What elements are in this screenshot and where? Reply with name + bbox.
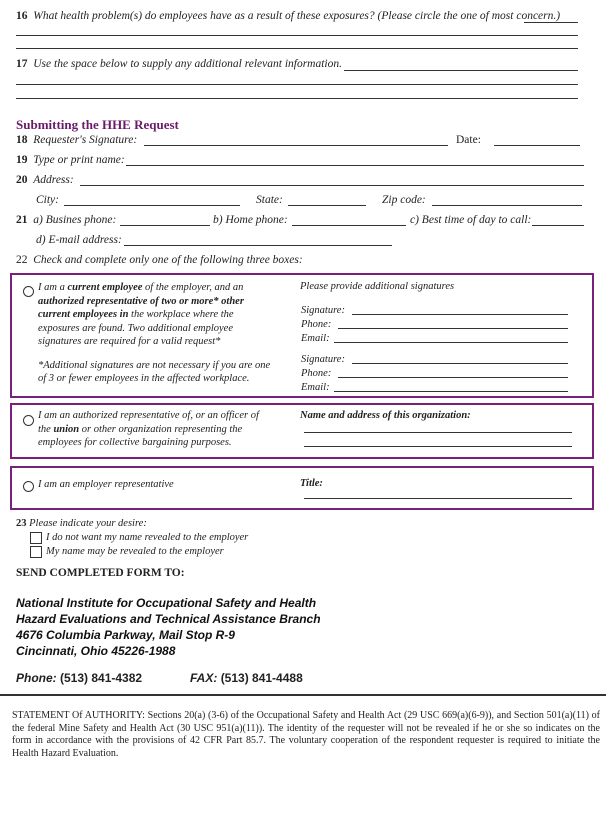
union-option-radio[interactable] bbox=[23, 415, 34, 426]
fax-number: (513) 841-4488 bbox=[220, 671, 303, 685]
question-23: 23 Please indicate your desire: bbox=[16, 518, 147, 529]
signature-label: Signature: bbox=[301, 354, 345, 365]
email-label: Email: bbox=[301, 382, 330, 393]
additional-signatures-title: Please provide additional signatures bbox=[300, 281, 455, 292]
question-17-text: Use the space below to supply any additional relevant information. bbox=[33, 58, 343, 70]
employer-option-text: I am an employer representative bbox=[38, 479, 174, 490]
mailing-address: National Institute for Occupational Safety and Health Hazard Evaluations and Technical Assistance Branch 4676 Columbia Parkway, Mail Stop R-9 Cincinnati, Ohio 45226-1988 bbox=[16, 596, 321, 658]
print-name-label: Type or print name: bbox=[33, 154, 125, 166]
organization-field[interactable] bbox=[304, 432, 572, 433]
question-20: 20 Address: bbox=[16, 174, 74, 186]
fax-label: FAX: bbox=[190, 671, 218, 685]
question-22-text: Check and complete only one of the following three boxes: bbox=[33, 254, 303, 266]
home-phone-label: b) Home phone: bbox=[213, 214, 288, 226]
additional-signature-field[interactable] bbox=[352, 363, 568, 364]
city-label: City: bbox=[36, 194, 59, 206]
question-17: 17 Use the space below to supply any additional relevant information. bbox=[16, 58, 343, 70]
address-label: Address: bbox=[33, 174, 74, 186]
employee-option-text: I am a current employee of the employer, and an authorized representative of two or more* other current employees in the workplace where the exposures are found. Two additional employee signatures are required for a valid request* *Additional signatures are not necessary if you are one of 3 or fewer employees in the affected workplace. bbox=[38, 282, 271, 384]
q17-answer-line[interactable] bbox=[344, 70, 578, 71]
statement-of-authority: STATEMENT Of AUTHORITY: Sections 20(a) (3-6) of the Occupational Safety and Health Act (29 USC 669(a)(6-9)), and Section 501(a)(11) of the federal Mine Safety and Health Act (30 USC 951(a)(11)). The identity of the requester will not be revealed if he or she so indicates on the form in accordance with the provisions of 42 CFR Part 85.7. The voluntary cooperation of the respondent requester is required to initiate the Health Hazard Evaluation. bbox=[12, 710, 600, 759]
best-time-label: c) Best time of day to call: bbox=[410, 214, 532, 226]
employer-option-radio[interactable] bbox=[23, 481, 34, 492]
additional-phone-field[interactable] bbox=[338, 377, 568, 378]
question-21: 21 a) Busines phone: bbox=[16, 214, 117, 226]
additional-signature-field[interactable] bbox=[352, 314, 568, 315]
date-label: Date: bbox=[456, 134, 481, 146]
email-label: Email: bbox=[301, 333, 330, 344]
requester-signature-field[interactable] bbox=[144, 145, 448, 146]
city-field[interactable] bbox=[64, 205, 240, 206]
print-name-field[interactable] bbox=[126, 165, 584, 166]
question-19: 19 Type or print name: bbox=[16, 154, 125, 166]
email-field[interactable] bbox=[124, 245, 392, 246]
requester-signature-label: Requester's Signature: bbox=[33, 134, 138, 146]
section-title: Submitting the HHE Request bbox=[16, 117, 179, 132]
question-22: 22 Check and complete only one of the following three boxes: bbox=[16, 254, 303, 266]
employee-option-radio[interactable] bbox=[23, 286, 34, 297]
state-label: State: bbox=[256, 194, 283, 206]
address-field[interactable] bbox=[80, 185, 584, 186]
union-option-text: I am an authorized representative of, or an officer of the union or other organization representing the employees for collective bargaining purposes. bbox=[38, 410, 259, 448]
zip-label: Zip code: bbox=[382, 194, 426, 206]
q17-answer-line[interactable] bbox=[16, 84, 578, 85]
title-field[interactable] bbox=[304, 498, 572, 499]
business-phone-field[interactable] bbox=[120, 225, 210, 226]
q17-answer-line[interactable] bbox=[16, 98, 578, 99]
name-not-revealed-checkbox[interactable] bbox=[30, 532, 42, 544]
name-not-revealed-label: I do not want my name revealed to the employer bbox=[46, 532, 249, 543]
phone-label: Phone: bbox=[301, 319, 332, 330]
phone-contact-label: Phone: bbox=[16, 671, 57, 685]
signature-label: Signature: bbox=[301, 305, 345, 316]
business-phone-label: a) Busines phone: bbox=[33, 214, 117, 226]
zip-field[interactable] bbox=[432, 205, 582, 206]
q16-answer-line[interactable] bbox=[16, 35, 578, 36]
home-phone-field[interactable] bbox=[292, 225, 406, 226]
fax-contact bbox=[190, 671, 303, 685]
best-time-field[interactable] bbox=[532, 225, 584, 226]
send-to-heading: SEND COMPLETED FORM TO: bbox=[16, 567, 185, 579]
question-18: 18 Requester's Signature: bbox=[16, 134, 138, 146]
name-revealed-label: My name may be revealed to the employer bbox=[46, 546, 224, 557]
organization-field[interactable] bbox=[304, 446, 572, 447]
additional-email-field[interactable] bbox=[334, 342, 568, 343]
date-field[interactable] bbox=[494, 145, 580, 146]
divider bbox=[0, 694, 606, 696]
state-field[interactable] bbox=[288, 205, 366, 206]
title-label: Title: bbox=[300, 478, 323, 489]
question-16: 16 What health problem(s) do employees have as a result of these exposures? (Please circle the one of most concern.) bbox=[16, 10, 561, 22]
additional-phone-field[interactable] bbox=[338, 328, 568, 329]
phone-contact bbox=[16, 671, 142, 685]
additional-email-field[interactable] bbox=[334, 391, 568, 392]
email-label: d) E-mail address: bbox=[36, 234, 122, 246]
question-23-text: Please indicate your desire: bbox=[29, 518, 147, 529]
phone-label: Phone: bbox=[301, 368, 332, 379]
q16-answer-line[interactable] bbox=[524, 22, 578, 23]
name-revealed-checkbox[interactable] bbox=[30, 546, 42, 558]
question-16-text: What health problem(s) do employees have as a result of these exposures? (Please circle the one of most concern.) bbox=[33, 10, 561, 22]
q16-answer-line[interactable] bbox=[16, 48, 578, 49]
phone-number: (513) 841-4382 bbox=[60, 671, 143, 685]
organization-title: Name and address of this organization: bbox=[300, 410, 471, 421]
